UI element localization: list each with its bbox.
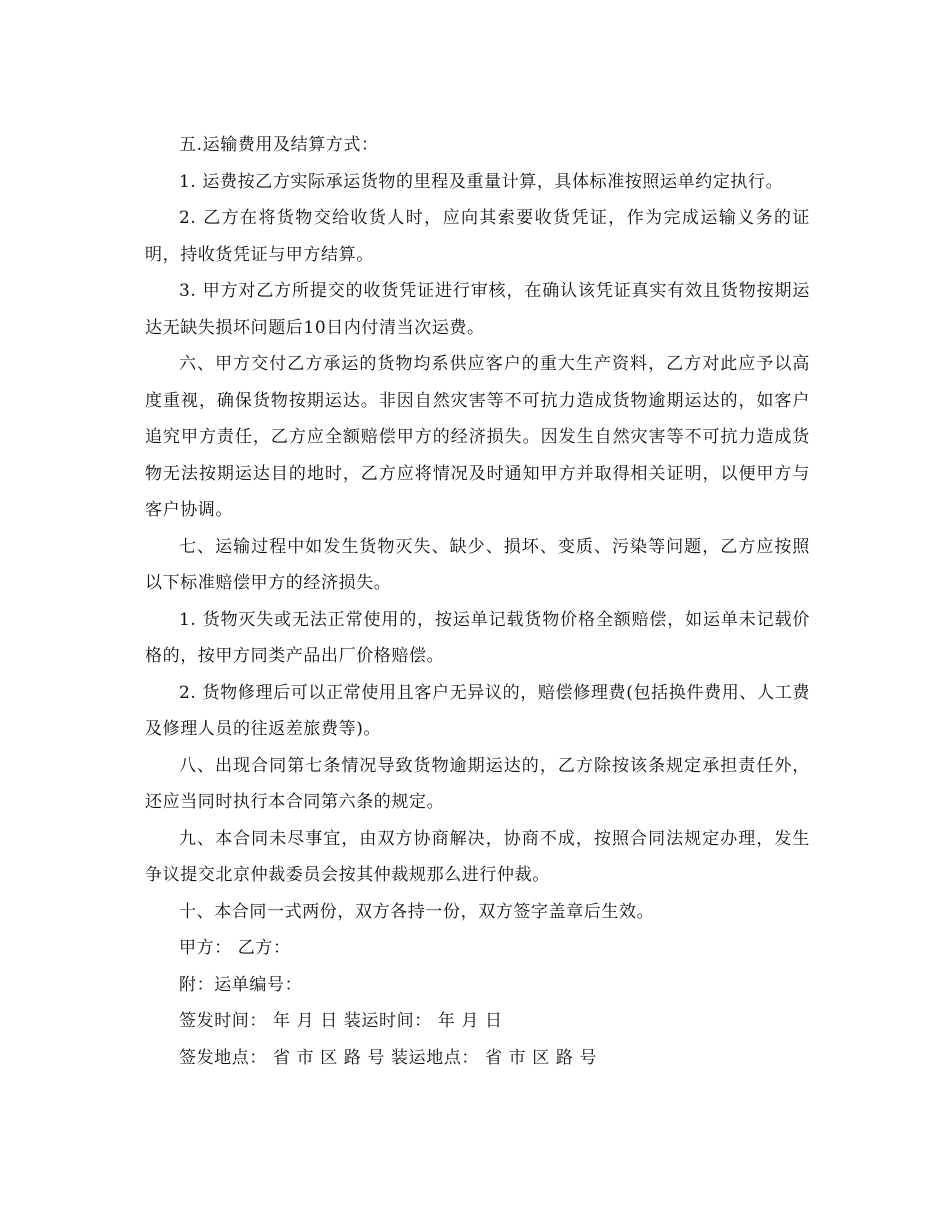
issue-location-line: 签发地点： 省 市 区 路 号 装运地点： 省 市 区 路 号 [179, 1047, 598, 1068]
clause-5-1: 1. 运费按乙方实际承运货物的里程及重量计算，具体标准按照运单约定执行。 [179, 171, 784, 192]
clause-7-1: 1. 货物灭失或无法正常使用的，按运单记载货物价格全额赔偿，如运单未记载价格的，按甲方同类产品出厂价格赔偿。 [145, 609, 810, 666]
issue-time-line: 签发时间： 年 月 日 装运时间： 年 月 日 [179, 1011, 503, 1031]
clause-5-2: 2. 乙方在将货物交给收货人时，应向其索要收货凭证，作为完成运输义务的证明，持收货凭证与甲方结算。 [145, 208, 810, 265]
section-eight: 八、出现合同第七条情况导致货物逾期运达的，乙方除按该条规定承担责任外，还应当同时执行本合同第六条的规定。 [145, 755, 810, 812]
waybill-number-line: 附：运单编号： [179, 974, 303, 995]
section-nine: 九、本合同未尽事宜，由双方协商解决，协商不成，按照合同法规定办理，发生争议提交北京仲裁委员会按其仲裁规那么进行仲裁。 [145, 828, 810, 885]
clause-7-2: 2. 货物修理后可以正常使用且客户无异议的，赔偿修理费(包括换件费用、人工费及修理人员的往返差旅费等)。 [145, 682, 810, 739]
clause-5-3: 3. 甲方对乙方所提交的收货凭证进行审核，在确认该凭证真实有效且货物按期运达无缺失损坏问题后10日内付清当次运费。 [145, 281, 810, 338]
section-seven: 七、运输过程中如发生货物灭失、缺少、损坏、变质、污染等问题，乙方应按照以下标准赔偿甲方的经济损失。 [145, 536, 810, 593]
contract-body [145, 127, 810, 1076]
section-ten: 十、本合同一式两份，双方各持一份，双方签字盖章后生效。 [179, 901, 655, 922]
section-six: 六、甲方交付乙方承运的货物均系供应客户的重大生产资料，乙方对此应予以高度重视，确保货物按期运达。非因自然灾害等不可抗力造成货物逾期运达的，如客户追究甲方责任，乙方应全额赔偿甲方的经济损失。因发生自然灾害等不可抗力造成货物无法按期运达目的地时，乙方应将情况及时通知甲方并取得相关证明，以便甲方与客户协调。 [145, 354, 810, 520]
signature-parties: 甲方： 乙方： [179, 938, 291, 958]
section-five-heading: 五.运输费用及结算方式： [179, 135, 379, 155]
